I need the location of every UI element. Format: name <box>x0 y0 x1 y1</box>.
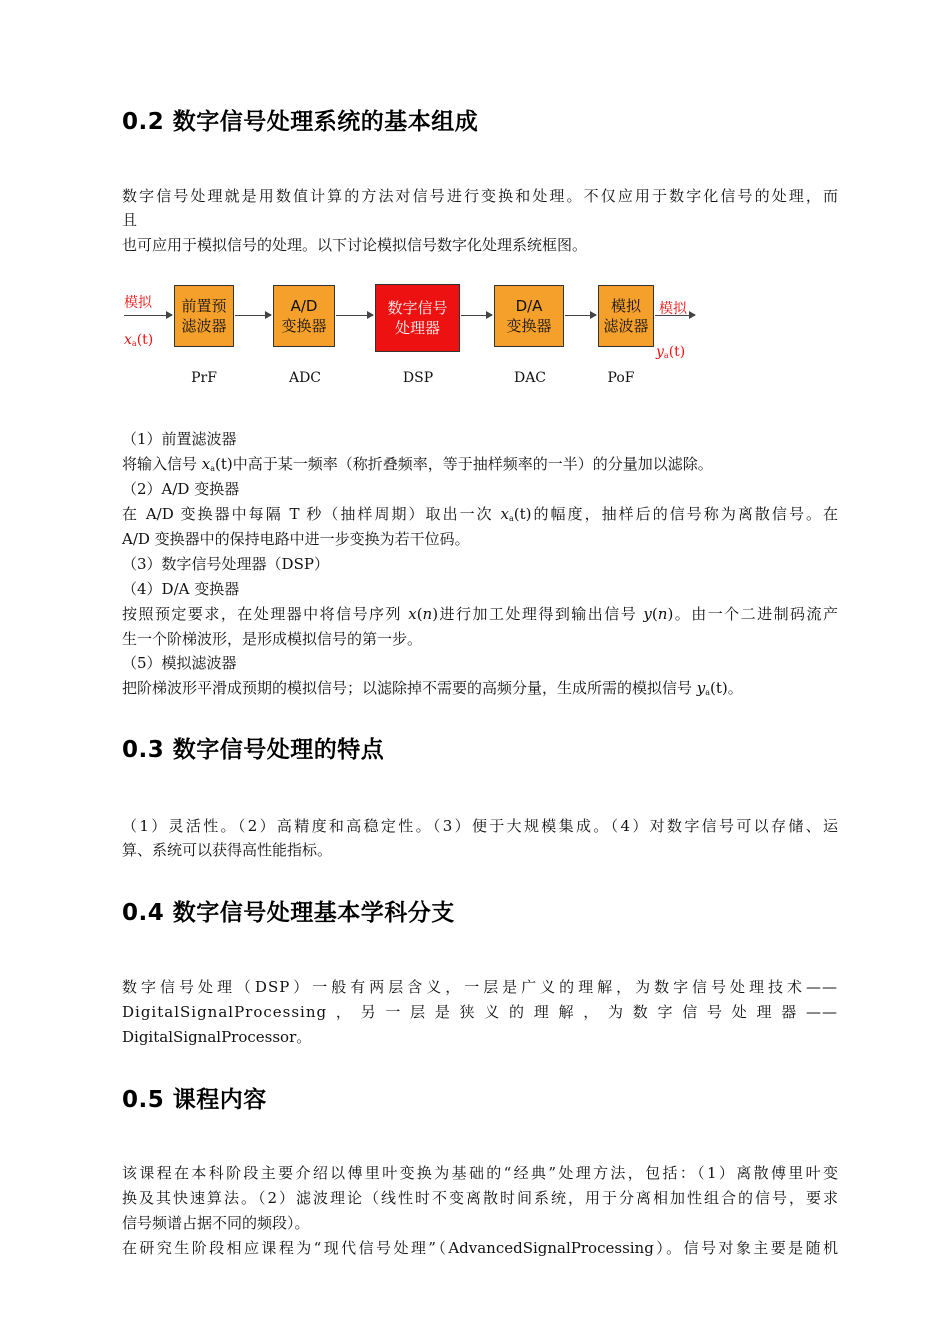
arrow-2 <box>336 315 373 316</box>
item4-y: y <box>643 605 652 623</box>
block-prf-line2: 滤波器 <box>181 317 227 335</box>
input-signal <box>124 332 153 348</box>
item4-text: 按照预定要求，在处理器中将信号序列 x(n)进行加工处理得到输出信号 y(n)。由一个二进制码流产 <box>122 605 838 623</box>
item1-text-a: 将输入信号 <box>122 455 202 473</box>
block-pof <box>598 285 654 347</box>
item4-x: x <box>408 605 417 623</box>
item1-text-b: (t)中高于某一频率（称折叠频率，等于抽样频率的一半）的分量加以滤除。 <box>215 455 713 473</box>
input-label: 模拟 <box>124 295 152 311</box>
block-prf <box>174 285 234 347</box>
block-pof-line2: 滤波器 <box>603 317 649 335</box>
heading-0-4: 0.4 数字信号处理基本学科分支 <box>122 900 455 926</box>
block-adc-line1: A/D <box>290 297 318 315</box>
item5-text-a: 把阶梯波形平滑成预期的模拟信号；以滤除掉不需要的高频分量，生成所需的模拟信号 <box>122 679 697 697</box>
branches-line-1: 数字信号处理（DSP）一般有两层含义，一层是广义的理解，为数字信号处理技术—— <box>122 978 838 996</box>
block-adc <box>273 285 335 347</box>
item4-n2: n <box>657 605 668 623</box>
course-line-2: 换及其快速算法。（2）滤波理论（线性时不变离散时间系统，用于分离相加性组合的信号，要求 <box>122 1189 838 1207</box>
block-prf-line1: 前置预 <box>181 297 227 315</box>
item2-text-b: (t)的幅度，抽样后的信号称为离散信号。在 <box>513 505 839 523</box>
course-line-4: 在研究生阶段相应课程为“现代信号处理”（AdvancedSignalProcessing）。信号对象主要是随机 <box>122 1239 838 1257</box>
item4-text-b: 进行加工处理得到输出信号 <box>438 605 644 623</box>
heading-0-2: 0.2 数字信号处理系统的基本组成 <box>122 109 479 135</box>
course-line-1: 该课程在本科阶段主要介绍以傅里叶变换为基础的“经典”处理方法，包括：（1）离散傅里叶变 <box>122 1164 838 1182</box>
item5-title: （5）模拟滤波器 <box>122 654 237 672</box>
input-signal-sub: a <box>131 339 137 348</box>
arrow-in <box>124 315 172 316</box>
block-pof-line1: 模拟 <box>610 297 641 315</box>
output-signal-var: y <box>656 344 664 360</box>
item5-text-b: (t)。 <box>710 679 743 697</box>
item4-text-a: 按照预定要求，在处理器中将信号序列 <box>122 605 409 623</box>
output-signal-arg: (t) <box>668 344 686 360</box>
block-dsp <box>375 284 460 352</box>
item5-text <box>122 676 838 705</box>
abbr-prf: PrF <box>191 370 217 386</box>
intro-line-2: 且 <box>122 211 138 229</box>
branches-line-2: DigitalSignalProcessing，另一层是狭义的理解，为数字信号处理器—— <box>122 1003 838 1021</box>
item3-title: （3）数字信号处理器（DSP） <box>122 555 329 573</box>
item4-text-c: 。由一个二进制码流产 <box>673 605 838 623</box>
arrow-1 <box>235 315 271 316</box>
features-line-1: （1）灵活性。（2）高精度和高稳定性。（3）便于大规模集成。（4）对数字信号可以存储、运 <box>122 817 838 835</box>
arrow-4 <box>565 315 596 316</box>
item1-var: x <box>201 455 211 473</box>
item2-text-a: 在 A/D 变换器中每隔 T 秒（抽样周期）取出一次 <box>122 505 501 523</box>
input-signal-var: x <box>124 332 132 348</box>
block-adc-line2: 变换器 <box>281 317 327 335</box>
item5-sub: a <box>705 688 711 697</box>
item5-var: y <box>696 679 706 697</box>
output-signal-sub: a <box>663 351 669 360</box>
abbr-pof: PoF <box>607 370 635 386</box>
item4-title: （4）D/A 变换器 <box>122 580 240 598</box>
heading-0-3: 0.3 数字信号处理的特点 <box>122 737 385 763</box>
item4-n: n <box>422 605 433 623</box>
block-diagram <box>122 280 722 400</box>
block-dac-line2: 变换器 <box>506 317 552 335</box>
intro-line-1: 数字信号处理就是用数值计算的方法对信号进行变换和处理。不仅应用于数字化信号的处理，而 <box>122 187 838 205</box>
block-dsp-line1: 数字信号 <box>387 299 448 317</box>
branches-line-3: DigitalSignalProcessor。 <box>122 1028 312 1046</box>
abbr-dac: DAC <box>513 370 547 386</box>
block-dac <box>494 285 564 347</box>
item2-sub: a <box>508 514 514 523</box>
output-label: 模拟 <box>659 301 687 317</box>
input-signal-arg: (t) <box>136 332 154 348</box>
item2-var: x <box>500 505 509 523</box>
features-line-2: 算、系统可以获得高性能指标。 <box>122 841 333 859</box>
course-line-3: 信号频谱占据不同的频段）。 <box>122 1214 310 1232</box>
item1-title: （1）前置滤波器 <box>122 430 237 448</box>
item1-sub: a <box>210 464 216 473</box>
abbr-dsp: DSP <box>402 370 434 386</box>
heading-0-5: 0.5 课程内容 <box>122 1087 267 1113</box>
block-dsp-line2: 处理器 <box>394 319 440 337</box>
intro-line-3: 也可应用于模拟信号的处理。以下讨论模拟信号数字化处理系统框图。 <box>122 236 588 254</box>
item2-text-line2: A/D 变换器中的保持电路中进一步变换为若干位码。 <box>122 530 470 548</box>
output-signal <box>656 344 685 360</box>
item2-title: （2）A/D 变换器 <box>122 480 240 498</box>
arrow-3 <box>461 315 492 316</box>
item4-text-line2: 生一个阶梯波形，是形成模拟信号的第一步。 <box>122 630 423 648</box>
block-dac-line1: D/A <box>515 297 543 315</box>
abbr-adc: ADC <box>288 370 322 386</box>
